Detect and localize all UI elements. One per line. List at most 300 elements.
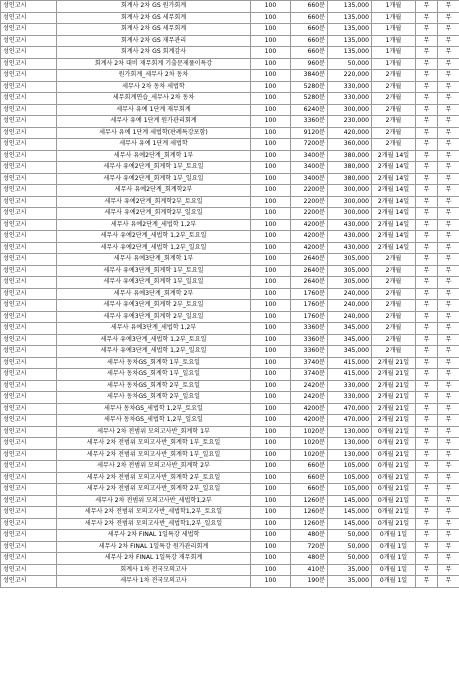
category-cell: 성인고시 (1, 541, 57, 553)
quantity-cell: 100 (251, 323, 291, 335)
quantity-cell: 100 (251, 369, 291, 381)
category-cell: 성인고시 (1, 334, 57, 346)
table-row (1, 93, 459, 105)
flag-cell: 무 (438, 35, 459, 47)
category-cell: 성인고시 (1, 93, 57, 105)
quantity-cell: 100 (251, 173, 291, 185)
price-cell: 345,000 (328, 323, 372, 335)
flag-cell: 무 (416, 173, 438, 185)
flag-cell: 무 (416, 12, 438, 24)
course-name-cell: 세무사 2차 전범위 모의고사반_회계학 2부 (57, 461, 251, 473)
category-cell: 성인고시 (1, 242, 57, 254)
quantity-cell: 100 (251, 196, 291, 208)
table-row (1, 219, 459, 231)
category-cell: 성인고시 (1, 438, 57, 450)
course-name-cell: 세무사 유예2단계_회계학 1부_일요일 (57, 173, 251, 185)
period-cell: 0개월 21일 (372, 449, 416, 461)
price-cell: 345,000 (328, 346, 372, 358)
course-name-cell: 세무사 유예 1단계 세법학 (57, 139, 251, 151)
course-name-cell: 세무사 유예2단계_회계학 1부 (57, 150, 251, 162)
flag-cell: 무 (438, 242, 459, 254)
duration-minutes-cell: 1020분 (291, 449, 328, 461)
category-cell: 성인고시 (1, 185, 57, 197)
category-cell: 성인고시 (1, 369, 57, 381)
flag-cell: 무 (438, 93, 459, 105)
table-row (1, 461, 459, 473)
period-cell: 2개월 21일 (372, 403, 416, 415)
flag-cell: 무 (438, 403, 459, 415)
course-name-cell: 세무사 유예 1단계 재무회계 (57, 104, 251, 116)
duration-minutes-cell: 660분 (291, 472, 328, 484)
category-cell: 성인고시 (1, 484, 57, 496)
price-cell: 415,000 (328, 369, 372, 381)
duration-minutes-cell: 4200분 (291, 231, 328, 243)
flag-cell: 무 (438, 1, 459, 13)
quantity-cell: 100 (251, 426, 291, 438)
course-name-cell: 세무사 2차 전범위 모의고사반_회계학 1부_일요일 (57, 449, 251, 461)
duration-minutes-cell: 4200분 (291, 219, 328, 231)
flag-cell: 무 (416, 254, 438, 266)
course-name-cell: 세무사 동차GS_회계학 1부_토요일 (57, 357, 251, 369)
period-cell: 2개월 (372, 265, 416, 277)
flag-cell: 무 (416, 403, 438, 415)
flag-cell: 무 (438, 127, 459, 139)
quantity-cell: 100 (251, 484, 291, 496)
duration-minutes-cell: 660분 (291, 12, 328, 24)
duration-minutes-cell: 4200분 (291, 403, 328, 415)
flag-cell: 무 (416, 357, 438, 369)
duration-minutes-cell: 1760분 (291, 300, 328, 312)
quantity-cell: 100 (251, 150, 291, 162)
flag-cell: 무 (438, 196, 459, 208)
course-name-cell: 세무사 유예2단계_회계학 1부_토요일 (57, 162, 251, 174)
category-cell: 성인고시 (1, 403, 57, 415)
price-cell: 305,000 (328, 265, 372, 277)
table-row (1, 12, 459, 24)
price-cell: 145,000 (328, 507, 372, 519)
table-row (1, 242, 459, 254)
period-cell: 1개월 (372, 47, 416, 59)
flag-cell: 무 (416, 426, 438, 438)
duration-minutes-cell: 660분 (291, 47, 328, 59)
flag-cell: 무 (416, 346, 438, 358)
table-body (1, 1, 459, 588)
course-name-cell: 세무사 2차 동차 세법학 (57, 81, 251, 93)
quantity-cell: 100 (251, 12, 291, 24)
period-cell: 2개월 21일 (372, 369, 416, 381)
period-cell: 0개월 1일 (372, 564, 416, 576)
quantity-cell: 100 (251, 472, 291, 484)
flag-cell: 무 (416, 208, 438, 220)
duration-minutes-cell: 4200분 (291, 415, 328, 427)
period-cell: 2개월 14일 (372, 242, 416, 254)
quantity-cell: 100 (251, 541, 291, 553)
period-cell: 0개월 21일 (372, 472, 416, 484)
course-name-cell: 세무사 유예3단계_회계학 2부_토요일 (57, 300, 251, 312)
course-name-cell: 세무사 유예3단계_회계학 2부 (57, 288, 251, 300)
duration-minutes-cell: 1020분 (291, 438, 328, 450)
flag-cell: 무 (438, 288, 459, 300)
table-row (1, 311, 459, 323)
category-cell: 성인고시 (1, 254, 57, 266)
table-row (1, 24, 459, 36)
category-cell: 성인고시 (1, 265, 57, 277)
price-cell: 330,000 (328, 380, 372, 392)
duration-minutes-cell: 1760분 (291, 288, 328, 300)
period-cell: 2개월 (372, 277, 416, 289)
period-cell: 2개월 14일 (372, 162, 416, 174)
quantity-cell: 100 (251, 265, 291, 277)
period-cell: 0개월 21일 (372, 507, 416, 519)
quantity-cell: 100 (251, 116, 291, 128)
course-name-cell: 세무사 2차 전범위 모의고사반_세법학1,2부_토요일 (57, 507, 251, 519)
table-row (1, 173, 459, 185)
course-name-cell: 세무사 유예2단계_세법학 1,2부 (57, 219, 251, 231)
course-name-cell: 세무사 동차GS_회계학 1부_일요일 (57, 369, 251, 381)
quantity-cell: 100 (251, 47, 291, 59)
flag-cell: 무 (416, 334, 438, 346)
category-cell: 성인고시 (1, 150, 57, 162)
price-cell: 220,000 (328, 70, 372, 82)
quantity-cell: 100 (251, 162, 291, 174)
flag-cell: 무 (438, 81, 459, 93)
quantity-cell: 100 (251, 93, 291, 105)
period-cell: 0개월 1일 (372, 530, 416, 542)
quantity-cell: 100 (251, 254, 291, 266)
quantity-cell: 100 (251, 392, 291, 404)
duration-minutes-cell: 3400분 (291, 162, 328, 174)
flag-cell: 무 (438, 484, 459, 496)
flag-cell: 무 (438, 449, 459, 461)
category-cell: 성인고시 (1, 311, 57, 323)
duration-minutes-cell: 7200분 (291, 139, 328, 151)
price-cell: 305,000 (328, 254, 372, 266)
course-name-cell: 세무사 유예3단계_회계학 1부_토요일 (57, 265, 251, 277)
price-cell: 130,000 (328, 426, 372, 438)
course-name-cell: 세무사 동차GS_회계학 2부_일요일 (57, 392, 251, 404)
duration-minutes-cell: 960분 (291, 58, 328, 70)
flag-cell: 무 (438, 323, 459, 335)
quantity-cell: 100 (251, 35, 291, 47)
quantity-cell: 100 (251, 576, 291, 588)
duration-minutes-cell: 480분 (291, 530, 328, 542)
flag-cell: 무 (438, 334, 459, 346)
period-cell: 2개월 (372, 116, 416, 128)
duration-minutes-cell: 720분 (291, 541, 328, 553)
flag-cell: 무 (416, 150, 438, 162)
flag-cell: 무 (416, 495, 438, 507)
price-cell: 240,000 (328, 288, 372, 300)
period-cell: 0개월 21일 (372, 438, 416, 450)
quantity-cell: 100 (251, 208, 291, 220)
flag-cell: 무 (416, 484, 438, 496)
flag-cell: 무 (416, 231, 438, 243)
quantity-cell: 100 (251, 346, 291, 358)
duration-minutes-cell: 5280분 (291, 81, 328, 93)
flag-cell: 무 (438, 541, 459, 553)
flag-cell: 무 (438, 518, 459, 530)
course-name-cell: 세무회계연습_세무사 2차 동차 (57, 93, 251, 105)
period-cell: 2개월 (372, 104, 416, 116)
table-row (1, 357, 459, 369)
flag-cell: 무 (416, 288, 438, 300)
flag-cell: 무 (416, 415, 438, 427)
duration-minutes-cell: 660분 (291, 35, 328, 47)
price-cell: 145,000 (328, 518, 372, 530)
course-name-cell: 세무사 유예 1단계 세법학(판례특강포함) (57, 127, 251, 139)
flag-cell: 무 (438, 357, 459, 369)
course-name-cell: 세무사 동차GS_회계학 2부_토요일 (57, 380, 251, 392)
period-cell: 2개월 (372, 300, 416, 312)
duration-minutes-cell: 2200분 (291, 196, 328, 208)
period-cell: 2개월 (372, 139, 416, 151)
flag-cell: 무 (438, 472, 459, 484)
flag-cell: 무 (416, 461, 438, 473)
period-cell: 2개월 14일 (372, 231, 416, 243)
table-row (1, 530, 459, 542)
flag-cell: 무 (438, 116, 459, 128)
course-name-cell: 세무사 2차 FINAL 1일특강 재무회계 (57, 553, 251, 565)
flag-cell: 무 (416, 162, 438, 174)
table-row (1, 254, 459, 266)
period-cell: 2개월 (372, 323, 416, 335)
quantity-cell: 100 (251, 185, 291, 197)
course-name-cell: 세무사 2차 전범위 모의고사반_세법학1,2부_일요일 (57, 518, 251, 530)
flag-cell: 무 (416, 564, 438, 576)
period-cell: 2개월 14일 (372, 150, 416, 162)
category-cell: 성인고시 (1, 162, 57, 174)
flag-cell: 무 (416, 196, 438, 208)
duration-minutes-cell: 2640분 (291, 254, 328, 266)
price-cell: 300,000 (328, 185, 372, 197)
table-row (1, 576, 459, 588)
flag-cell: 무 (438, 219, 459, 231)
duration-minutes-cell: 3400분 (291, 150, 328, 162)
price-cell: 345,000 (328, 334, 372, 346)
quantity-cell: 100 (251, 380, 291, 392)
flag-cell: 무 (438, 461, 459, 473)
price-cell: 330,000 (328, 81, 372, 93)
price-cell: 360,000 (328, 139, 372, 151)
flag-cell: 무 (416, 104, 438, 116)
duration-minutes-cell: 660분 (291, 484, 328, 496)
flag-cell: 무 (438, 162, 459, 174)
flag-cell: 무 (438, 139, 459, 151)
price-cell: 305,000 (328, 277, 372, 289)
quantity-cell: 100 (251, 311, 291, 323)
flag-cell: 무 (416, 219, 438, 231)
flag-cell: 무 (416, 242, 438, 254)
flag-cell: 무 (416, 530, 438, 542)
flag-cell: 무 (438, 185, 459, 197)
course-name-cell: 세무사 유예2단계_세법학 1,2부_일요일 (57, 242, 251, 254)
category-cell: 성인고시 (1, 357, 57, 369)
duration-minutes-cell: 1760분 (291, 311, 328, 323)
duration-minutes-cell: 3360분 (291, 334, 328, 346)
period-cell: 0개월 21일 (372, 426, 416, 438)
price-cell: 135,000 (328, 1, 372, 13)
course-name-cell: 세무사 유예3단계_세법학 1,2부_토요일 (57, 334, 251, 346)
period-cell: 2개월 (372, 334, 416, 346)
category-cell: 성인고시 (1, 553, 57, 565)
quantity-cell: 100 (251, 553, 291, 565)
course-name-cell: 세무사 유예3단계_회계학 1부_일요일 (57, 277, 251, 289)
category-cell: 성인고시 (1, 104, 57, 116)
period-cell: 1개월 (372, 58, 416, 70)
flag-cell: 무 (438, 438, 459, 450)
course-name-cell: 세무사 유예3단계_세법학 1,2부 (57, 323, 251, 335)
category-cell: 성인고시 (1, 173, 57, 185)
quantity-cell: 100 (251, 70, 291, 82)
period-cell: 0개월 1일 (372, 576, 416, 588)
flag-cell: 무 (438, 564, 459, 576)
quantity-cell: 100 (251, 518, 291, 530)
flag-cell: 무 (416, 518, 438, 530)
flag-cell: 무 (438, 58, 459, 70)
price-cell: 35,000 (328, 564, 372, 576)
price-cell: 145,000 (328, 495, 372, 507)
course-name-cell: 세무사 유예2단계_회계학2부_토요일 (57, 196, 251, 208)
quantity-cell: 100 (251, 495, 291, 507)
period-cell: 1개월 (372, 1, 416, 13)
category-cell: 성인고시 (1, 380, 57, 392)
duration-minutes-cell: 1260분 (291, 518, 328, 530)
course-name-cell: 세무사 유예2단계_세법학 1,2부_토요일 (57, 231, 251, 243)
price-cell: 300,000 (328, 104, 372, 116)
course-name-cell: 회계사 2차 GS 회계감사 (57, 47, 251, 59)
duration-minutes-cell: 3740분 (291, 357, 328, 369)
flag-cell: 무 (438, 553, 459, 565)
price-cell: 230,000 (328, 116, 372, 128)
category-cell: 성인고시 (1, 219, 57, 231)
duration-minutes-cell: 2200분 (291, 185, 328, 197)
duration-minutes-cell: 3740분 (291, 369, 328, 381)
duration-minutes-cell: 3360분 (291, 346, 328, 358)
flag-cell: 무 (416, 392, 438, 404)
course-name-cell: 세무사 2차 전범위 모의고사반_세법학1,2부 (57, 495, 251, 507)
quantity-cell: 100 (251, 104, 291, 116)
price-cell: 380,000 (328, 162, 372, 174)
period-cell: 2개월 21일 (372, 415, 416, 427)
period-cell: 2개월 14일 (372, 219, 416, 231)
flag-cell: 무 (438, 277, 459, 289)
table-row (1, 403, 459, 415)
duration-minutes-cell: 1260분 (291, 507, 328, 519)
category-cell: 성인고시 (1, 24, 57, 36)
category-cell: 성인고시 (1, 70, 57, 82)
course-name-cell: 원가회계_세무사 2차 동차 (57, 70, 251, 82)
duration-minutes-cell: 6240분 (291, 104, 328, 116)
price-cell: 470,000 (328, 403, 372, 415)
period-cell: 0개월 1일 (372, 541, 416, 553)
period-cell: 2개월 14일 (372, 208, 416, 220)
quantity-cell: 100 (251, 300, 291, 312)
quantity-cell: 100 (251, 438, 291, 450)
price-cell: 50,000 (328, 530, 372, 542)
duration-minutes-cell: 660분 (291, 461, 328, 473)
table-row (1, 484, 459, 496)
quantity-cell: 100 (251, 219, 291, 231)
category-cell: 성인고시 (1, 116, 57, 128)
price-cell: 105,000 (328, 461, 372, 473)
flag-cell: 무 (416, 300, 438, 312)
category-cell: 성인고시 (1, 576, 57, 588)
duration-minutes-cell: 2640분 (291, 265, 328, 277)
category-cell: 성인고시 (1, 139, 57, 151)
category-cell: 성인고시 (1, 12, 57, 24)
quantity-cell: 100 (251, 58, 291, 70)
period-cell: 1개월 (372, 24, 416, 36)
category-cell: 성인고시 (1, 518, 57, 530)
flag-cell: 무 (416, 507, 438, 519)
flag-cell: 무 (416, 35, 438, 47)
flag-cell: 무 (416, 438, 438, 450)
table-row (1, 139, 459, 151)
period-cell: 2개월 (372, 81, 416, 93)
quantity-cell: 100 (251, 81, 291, 93)
category-cell: 성인고시 (1, 300, 57, 312)
flag-cell: 무 (438, 346, 459, 358)
table-row (1, 116, 459, 128)
table-row (1, 553, 459, 565)
table-row (1, 265, 459, 277)
flag-cell: 무 (438, 254, 459, 266)
duration-minutes-cell: 2420분 (291, 392, 328, 404)
price-cell: 135,000 (328, 47, 372, 59)
price-cell: 135,000 (328, 24, 372, 36)
quantity-cell: 100 (251, 139, 291, 151)
period-cell: 2개월 (372, 288, 416, 300)
duration-minutes-cell: 2640분 (291, 277, 328, 289)
flag-cell: 무 (438, 208, 459, 220)
table-row (1, 426, 459, 438)
category-cell: 성인고시 (1, 449, 57, 461)
category-cell: 성인고시 (1, 323, 57, 335)
table-row (1, 564, 459, 576)
course-name-cell: 회계사 2차 대비 재무회계 기출문제풀이특강 (57, 58, 251, 70)
course-name-cell: 세무사 1차 전국모의고사 (57, 576, 251, 588)
table-row (1, 380, 459, 392)
period-cell: 2개월 (372, 346, 416, 358)
price-cell: 330,000 (328, 93, 372, 105)
price-cell: 380,000 (328, 150, 372, 162)
price-cell: 50,000 (328, 58, 372, 70)
flag-cell: 무 (416, 541, 438, 553)
table-row (1, 288, 459, 300)
quantity-cell: 100 (251, 415, 291, 427)
category-cell: 성인고시 (1, 507, 57, 519)
table-row (1, 58, 459, 70)
table-row (1, 507, 459, 519)
flag-cell: 무 (438, 24, 459, 36)
category-cell: 성인고시 (1, 127, 57, 139)
table-row (1, 208, 459, 220)
flag-cell: 무 (416, 380, 438, 392)
flag-cell: 무 (438, 173, 459, 185)
price-cell: 240,000 (328, 300, 372, 312)
flag-cell: 무 (438, 265, 459, 277)
quantity-cell: 100 (251, 277, 291, 289)
table-row (1, 449, 459, 461)
flag-cell: 무 (438, 507, 459, 519)
quantity-cell: 100 (251, 461, 291, 473)
duration-minutes-cell: 5280분 (291, 93, 328, 105)
duration-minutes-cell: 4200분 (291, 242, 328, 254)
price-cell: 50,000 (328, 553, 372, 565)
quantity-cell: 100 (251, 334, 291, 346)
quantity-cell: 100 (251, 288, 291, 300)
category-cell: 성인고시 (1, 415, 57, 427)
